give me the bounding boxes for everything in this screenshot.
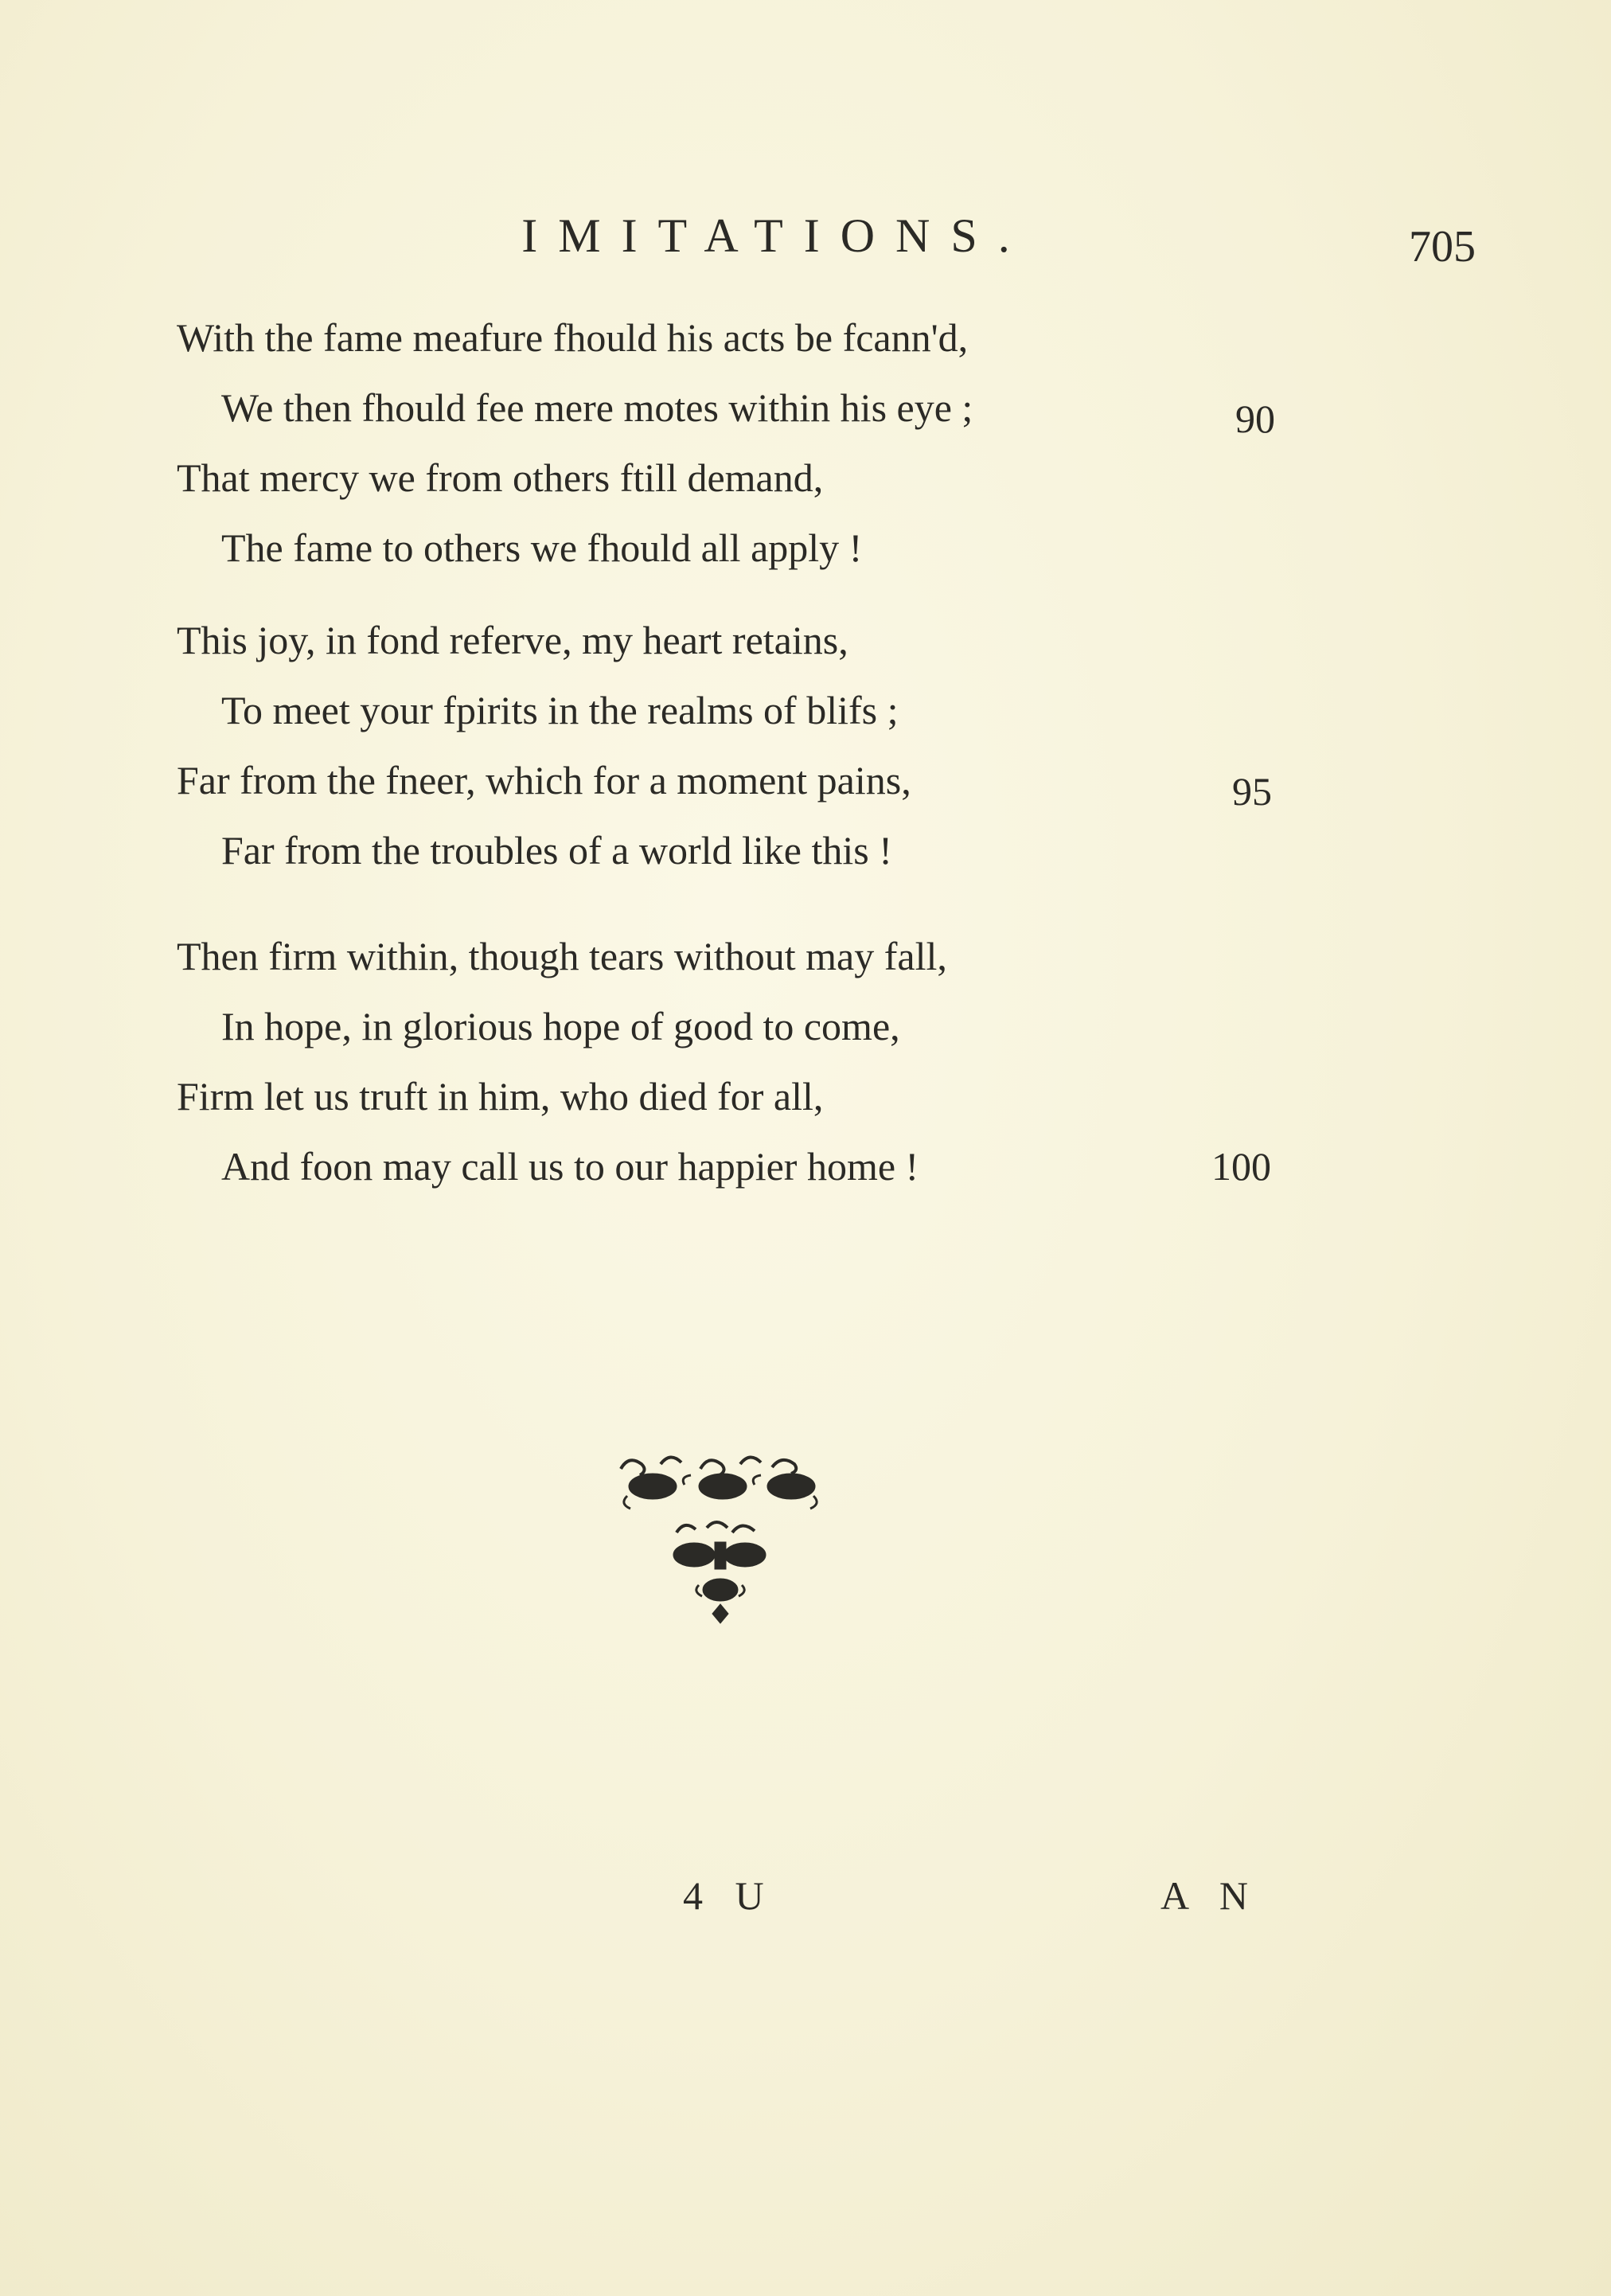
catchword: A N [1160, 1873, 1259, 1918]
page-number: 705 [1409, 222, 1476, 271]
verse-line: With the fame meafure fhould his acts be fcann'd, [177, 315, 969, 360]
verse-line: We then fhould fee mere motes within his eye ; [221, 385, 973, 430]
verse-line: This joy, in fond referve, my heart retains, [177, 618, 848, 662]
verse-line: That mercy we from others ftill demand, [177, 455, 824, 500]
running-head: IMITATIONS. [521, 209, 1031, 262]
verse-line: To meet your fpirits in the realms of blifs ; [221, 688, 899, 732]
verse-line: Firm let us truft in him, who died for all, [177, 1074, 824, 1119]
floral-tailpiece-icon [613, 1445, 828, 1628]
verse-line: The fame to others we fhould all apply ! [221, 525, 863, 570]
verse-line: Then firm within, though tears without may fall, [177, 934, 947, 978]
signature-mark: 4 U [683, 1873, 775, 1918]
verse-line: In hope, in glorious hope of good to come, [221, 1004, 900, 1048]
verse-line: Far from the fneer, which for a moment pains, [177, 758, 911, 802]
verse-line: And foon may call us to our happier home ! [221, 1144, 919, 1189]
line-number: 90 [1235, 396, 1275, 441]
line-number: 100 [1211, 1144, 1271, 1189]
line-number: 95 [1232, 769, 1272, 814]
verse-line: Far from the troubles of a world like this ! [221, 828, 892, 873]
